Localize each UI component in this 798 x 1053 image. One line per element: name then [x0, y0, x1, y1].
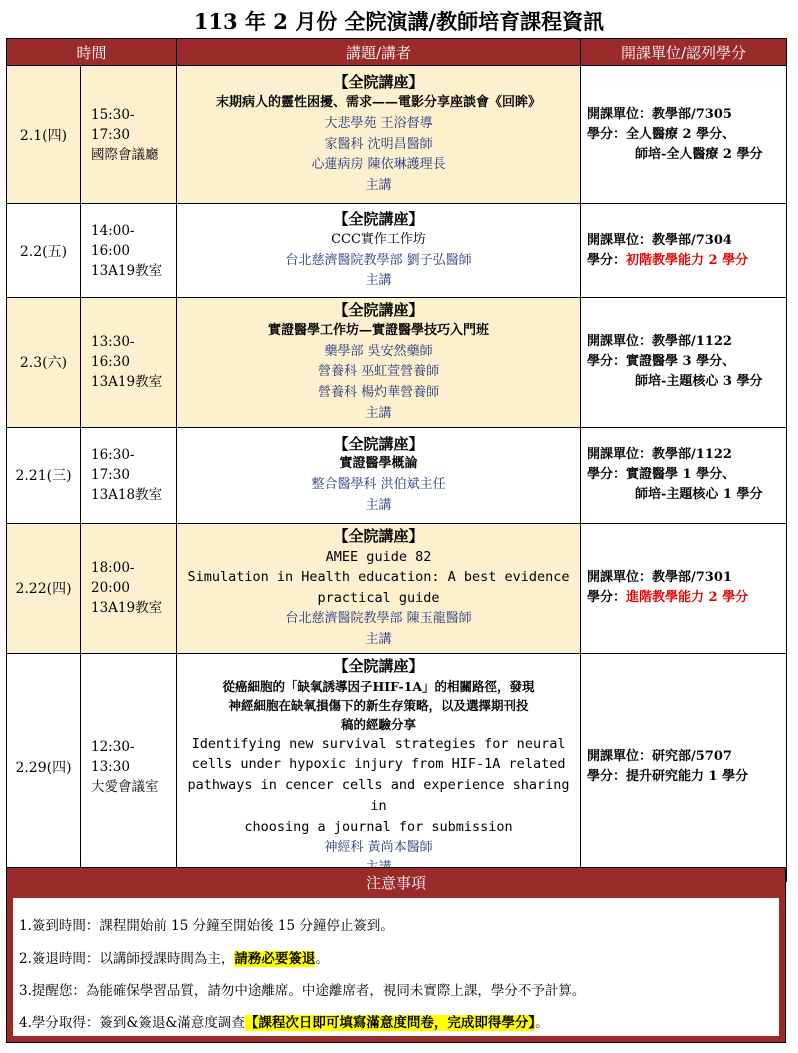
- row-date: 2.29(四): [7, 653, 81, 881]
- topic-title-en: choosing a journal for submission: [244, 818, 513, 835]
- topic-title: 稿的經驗分享: [341, 716, 417, 732]
- speaker: 大悲學苑 王浴督導: [324, 115, 433, 131]
- lecture-tag: 【全院講座】: [333, 209, 424, 228]
- row-time: 16:30-17:30: [91, 447, 135, 484]
- lecture-tag: 【全院講座】: [333, 656, 424, 675]
- note-2: [19, 947, 329, 967]
- speaker: 台北慈濟醫院教學部 劉子弘醫師: [285, 252, 472, 268]
- row-place: 13A19教室: [91, 262, 163, 279]
- host-label: 主講: [365, 178, 392, 194]
- row-time: 12:30-13:30: [91, 739, 135, 776]
- row-place: 13A19教室: [91, 600, 163, 617]
- row-time-place: [81, 523, 177, 653]
- row-date: 2.3(六): [7, 298, 81, 428]
- notes-section: [6, 867, 786, 1043]
- row-time-place: [81, 298, 177, 428]
- row-time: 18:00-20:00: [91, 560, 135, 597]
- note-4: [19, 1011, 549, 1031]
- note-3: 3.提醒您：為能確保學習品質，請勿中途離席。中途離席者，視同未實際上課，學分不予計算。: [19, 983, 586, 999]
- row-unit: [581, 653, 787, 881]
- credit-red: 進階教學能力 2 學分: [626, 590, 749, 606]
- credit-line: 學分：全人醫療 2 學分、: [587, 126, 736, 142]
- row-date: 2.1(四): [7, 66, 81, 204]
- topic-title-en: Simulation in Health education: A best evidence: [187, 569, 570, 586]
- unit-line: 開課單位：教學部/7304: [587, 232, 732, 248]
- notes-body: [7, 898, 785, 1042]
- topic-title: 神經細胞在缺氧損傷下的新生存策略，以及選擇期刊投: [228, 697, 529, 713]
- row-date: 2.22(四): [7, 523, 81, 653]
- note-4-text: 4.學分取得：簽到&簽退&滿意度調查: [19, 1015, 245, 1031]
- row-topic: [177, 298, 581, 428]
- lecture-tag: 【全院講座】: [333, 526, 424, 545]
- lecture-tag: 【全院講座】: [333, 301, 424, 319]
- row-topic: [177, 427, 581, 523]
- row-time-place: [81, 66, 177, 204]
- note-2-suffix: 。: [315, 951, 329, 967]
- note-2-highlight: 請務必要簽退: [234, 951, 316, 967]
- header-time: 時間: [7, 39, 177, 66]
- row-time: 15:30-17:30: [91, 106, 135, 143]
- row-unit: [581, 298, 787, 428]
- credit-line: [587, 588, 782, 608]
- credit-line: 師培-全人醫療 2 學分: [635, 146, 763, 162]
- topic-title: 從癌細胞的「缺氧誘導因子HIF-1A」的相關路徑，發現: [222, 678, 535, 694]
- row-unit: [581, 427, 787, 523]
- unit-line: 開課單位：教學部/7305: [587, 106, 732, 122]
- credit-line: 師培-主題核心 3 學分: [635, 374, 763, 390]
- note-2-text: 2.簽退時間：以講師授課時間為主，: [19, 951, 235, 967]
- row-place: 大愛會議室: [91, 779, 159, 796]
- row-topic: [177, 523, 581, 653]
- credit-prefix: 學分：: [587, 590, 627, 606]
- speaker: 台北慈濟醫院教學部 陳玉龍醫師: [285, 611, 472, 627]
- unit-line: 開課單位：教學部/7301: [587, 570, 732, 586]
- row-time-place: [81, 427, 177, 523]
- topic-title: CCC實作工作坊: [331, 231, 426, 247]
- credit-line: 師培-主題核心 1 學分: [635, 487, 763, 503]
- host-label: 主講: [365, 405, 392, 421]
- host-label: 主講: [365, 631, 392, 647]
- row-time-place: [81, 204, 177, 298]
- speaker: 藥學部 吳安然藥師: [324, 343, 433, 359]
- speaker: 神經科 黃尚本醫師: [324, 839, 433, 855]
- topic-title-en: Identifying new survival strategies for neural: [191, 735, 566, 752]
- topic-title-en: AMEE guide 82: [325, 548, 432, 565]
- unit-line: 開課單位：教學部/1122: [587, 334, 732, 350]
- credit-line: 學分：提升研究能力 1 學分: [587, 769, 749, 785]
- row-unit: [581, 523, 787, 653]
- speaker: 營養科 巫虹萱營養師: [317, 364, 440, 380]
- topic-title-en: pathways in cencer cells and experience sharing in: [187, 777, 570, 814]
- row-topic: [177, 653, 581, 881]
- unit-line: 開課單位：教學部/1122: [587, 447, 732, 463]
- table-row: [7, 66, 787, 204]
- table-row: [7, 427, 787, 523]
- row-time: 14:00-16:00: [91, 222, 135, 259]
- row-place: 國際會議廳: [91, 146, 159, 163]
- header-topic: 講題/講者: [177, 39, 581, 66]
- lecture-tag: 【全院講座】: [333, 434, 424, 453]
- lecture-tag: 【全院講座】: [333, 73, 424, 92]
- schedule-table: [6, 38, 787, 882]
- note-4-highlight: 【課程次日即可填寫滿意度問卷，完成即得學分】: [244, 1015, 536, 1031]
- topic-title-en: cells under hypoxic injury from HIF-1A related: [191, 756, 566, 773]
- credit-line: 學分：實證醫學 3 學分、: [587, 354, 736, 370]
- page-title: 113 年 2 月份 全院演講/教師培育課程資訊: [193, 9, 605, 34]
- speaker: 心蓮病房 陳依琳護理長: [311, 157, 446, 173]
- speaker: 家醫科 沈明昌醫師: [324, 136, 433, 152]
- row-time: 13:30-16:30: [91, 334, 135, 371]
- credit-prefix: 學分：: [587, 252, 627, 268]
- speaker: 營養科 楊灼華營養師: [317, 385, 440, 401]
- topic-title: 末期病人的靈性困擾、需求——電影分享座談會《回眸》: [216, 94, 542, 110]
- table-row: [7, 298, 787, 428]
- table-header-row: [7, 39, 787, 66]
- table-row: [7, 523, 787, 653]
- row-date: 2.2(五): [7, 204, 81, 298]
- note-4-suffix: 。: [535, 1015, 549, 1031]
- host-label: 主講: [365, 273, 392, 289]
- note-1: 1.簽到時間：課程開始前 15 分鐘至開始後 15 分鐘停止簽到。: [19, 918, 394, 934]
- table-row: [7, 204, 787, 298]
- row-place: 13A19教室: [91, 374, 163, 391]
- header-unit: 開課單位/認列學分: [581, 39, 787, 66]
- notes-header: 注意事項: [7, 868, 785, 898]
- topic-title: 實證醫學概論: [339, 456, 418, 472]
- credit-red: 初階教學能力 2 學分: [626, 252, 749, 268]
- table-row: [7, 653, 787, 881]
- row-topic: [177, 204, 581, 298]
- row-place: 13A18教室: [91, 487, 163, 504]
- topic-title-en: practical guide: [317, 590, 440, 607]
- unit-line: 開課單位：研究部/5707: [587, 749, 732, 765]
- row-unit: [581, 66, 787, 204]
- speaker: 整合醫學科 洪伯斌主任: [311, 477, 446, 493]
- row-time-place: [81, 653, 177, 881]
- row-topic: [177, 66, 581, 204]
- credit-line: 學分：實證醫學 1 學分、: [587, 467, 736, 483]
- topic-title: 實證醫學工作坊—實證醫學技巧入門班: [268, 322, 490, 338]
- row-unit: [581, 204, 787, 298]
- host-label: 主講: [365, 498, 392, 514]
- credit-line: [587, 251, 782, 271]
- row-date: 2.21(三): [7, 427, 81, 523]
